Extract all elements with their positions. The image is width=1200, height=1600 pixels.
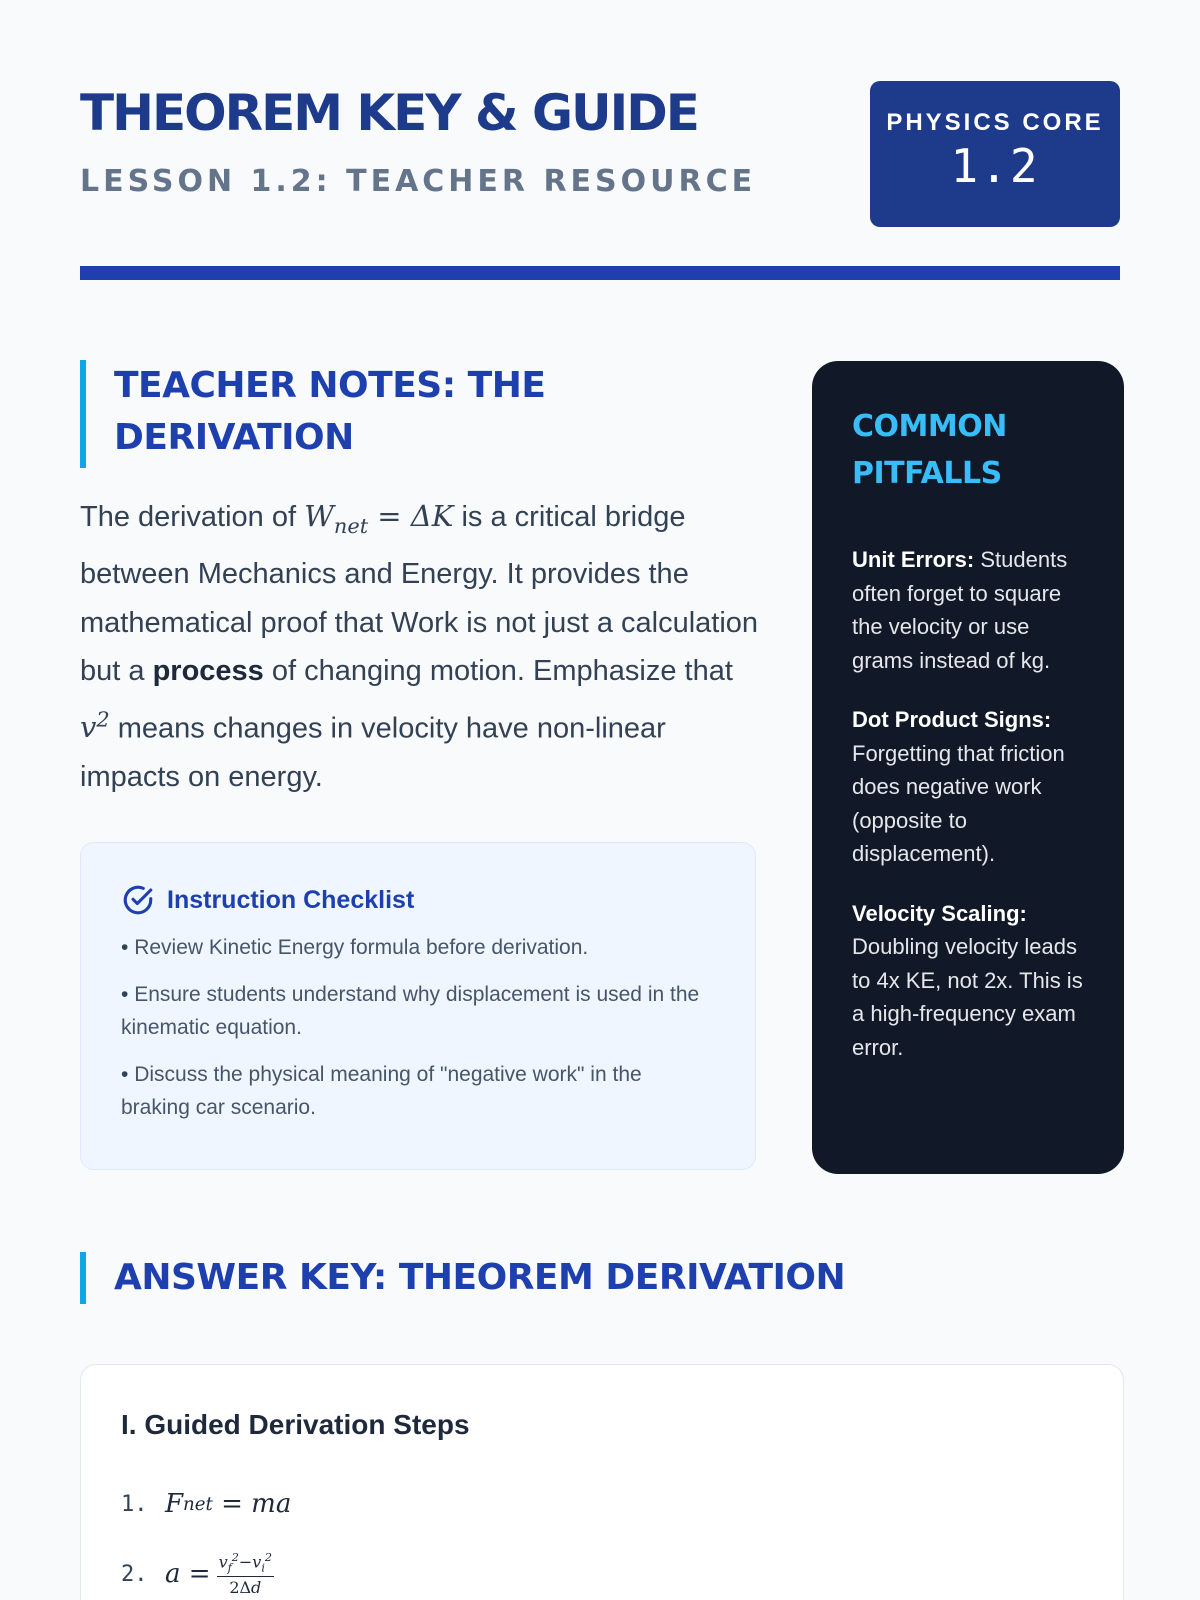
intro-text-3: of changing motion. Emphasize that [263,655,733,688]
derivation-steps [121,1469,1083,1600]
step-number: 2. [121,1561,148,1587]
intro-bold-word: process [152,655,264,688]
badge-label: PHYSICS CORE [886,109,1104,136]
document-subtitle: LESSON 1.2: TEACHER RESOURCE [80,164,757,199]
intro-text-4: means changes in velocity have non-linear impacts on energy. [80,712,666,793]
step-equation: F net = ma [165,1489,292,1519]
pitfall-label: Dot Product Signs: [852,707,1052,732]
pitfalls-title-line2: PITFALLS [852,456,1002,491]
kinematic-fraction: $\frac{v_f^2-v_i^2}{2\Delta d}$ [218,1551,273,1597]
pitfall-text: Students often forget to square the velocity or use grams instead of kg. [852,547,1068,673]
teacher-notes-heading-line2: DERIVATION [114,417,354,458]
pitfall-item [852,897,1084,1065]
answer-key-heading: ANSWER KEY: THEOREM DERIVATION [80,1252,1120,1304]
document-header [80,80,1120,280]
pitfall-text: Doubling velocity leads to 4x KE, not 2x. This is a high-frequency exam error. [852,934,1083,1060]
badge-number: 1.2 [950,139,1040,193]
lesson-badge [870,81,1120,227]
teacher-notes-heading [80,360,740,468]
checklist-items [121,931,715,1124]
list-item: • Review Kinetic Energy formula before derivation. [121,931,715,964]
velocity-squared-formula: $v^2$ [80,707,110,745]
list-item [121,1539,1083,1600]
document-title: THEOREM KEY & GUIDE [80,84,698,142]
checklist-title: Instruction Checklist [167,885,415,914]
step-equation: a = $\frac{v_f^2-v_i^2}{2\Delta d}$ [165,1551,273,1597]
instruction-checklist [80,842,756,1170]
intro-text-1: The derivation of [80,501,305,533]
answer-key-card [80,1364,1124,1600]
pitfall-item [852,703,1084,871]
list-item [121,1469,1083,1539]
check-circle-icon [121,883,155,917]
list-item: • Ensure students understand why displacement is used in the kinematic equation. [121,978,715,1044]
pitfalls-title [852,403,1084,497]
intro-text-2: is a critical bridge between Mechanics and Energy. It provides the mathematical proof that Work is not just a calculation but a [80,501,759,688]
work-energy-formula: $W_{net} = \Delta K$ [304,499,454,538]
answer-card-title: I. Guided Derivation Steps [121,1409,470,1440]
teacher-notes-intro [80,492,760,801]
pitfalls-title-line1: COMMON [852,409,1007,444]
pitfall-label: Velocity Scaling: [852,900,1027,926]
pitfall-label: Unit Errors: [852,547,975,572]
pitfall-text: Forgetting that friction does negative work (opposite to displacement). [852,740,1065,866]
pitfall-item [852,543,1084,677]
header-divider [80,266,1120,280]
checklist-header [121,883,715,917]
teacher-notes-heading-line1: TEACHER NOTES: THE [114,365,546,406]
list-item: • Discuss the physical meaning of "negative work" in the braking car scenario. [121,1058,715,1124]
common-pitfalls-panel [812,361,1124,1174]
step-number: 1. [121,1491,148,1517]
